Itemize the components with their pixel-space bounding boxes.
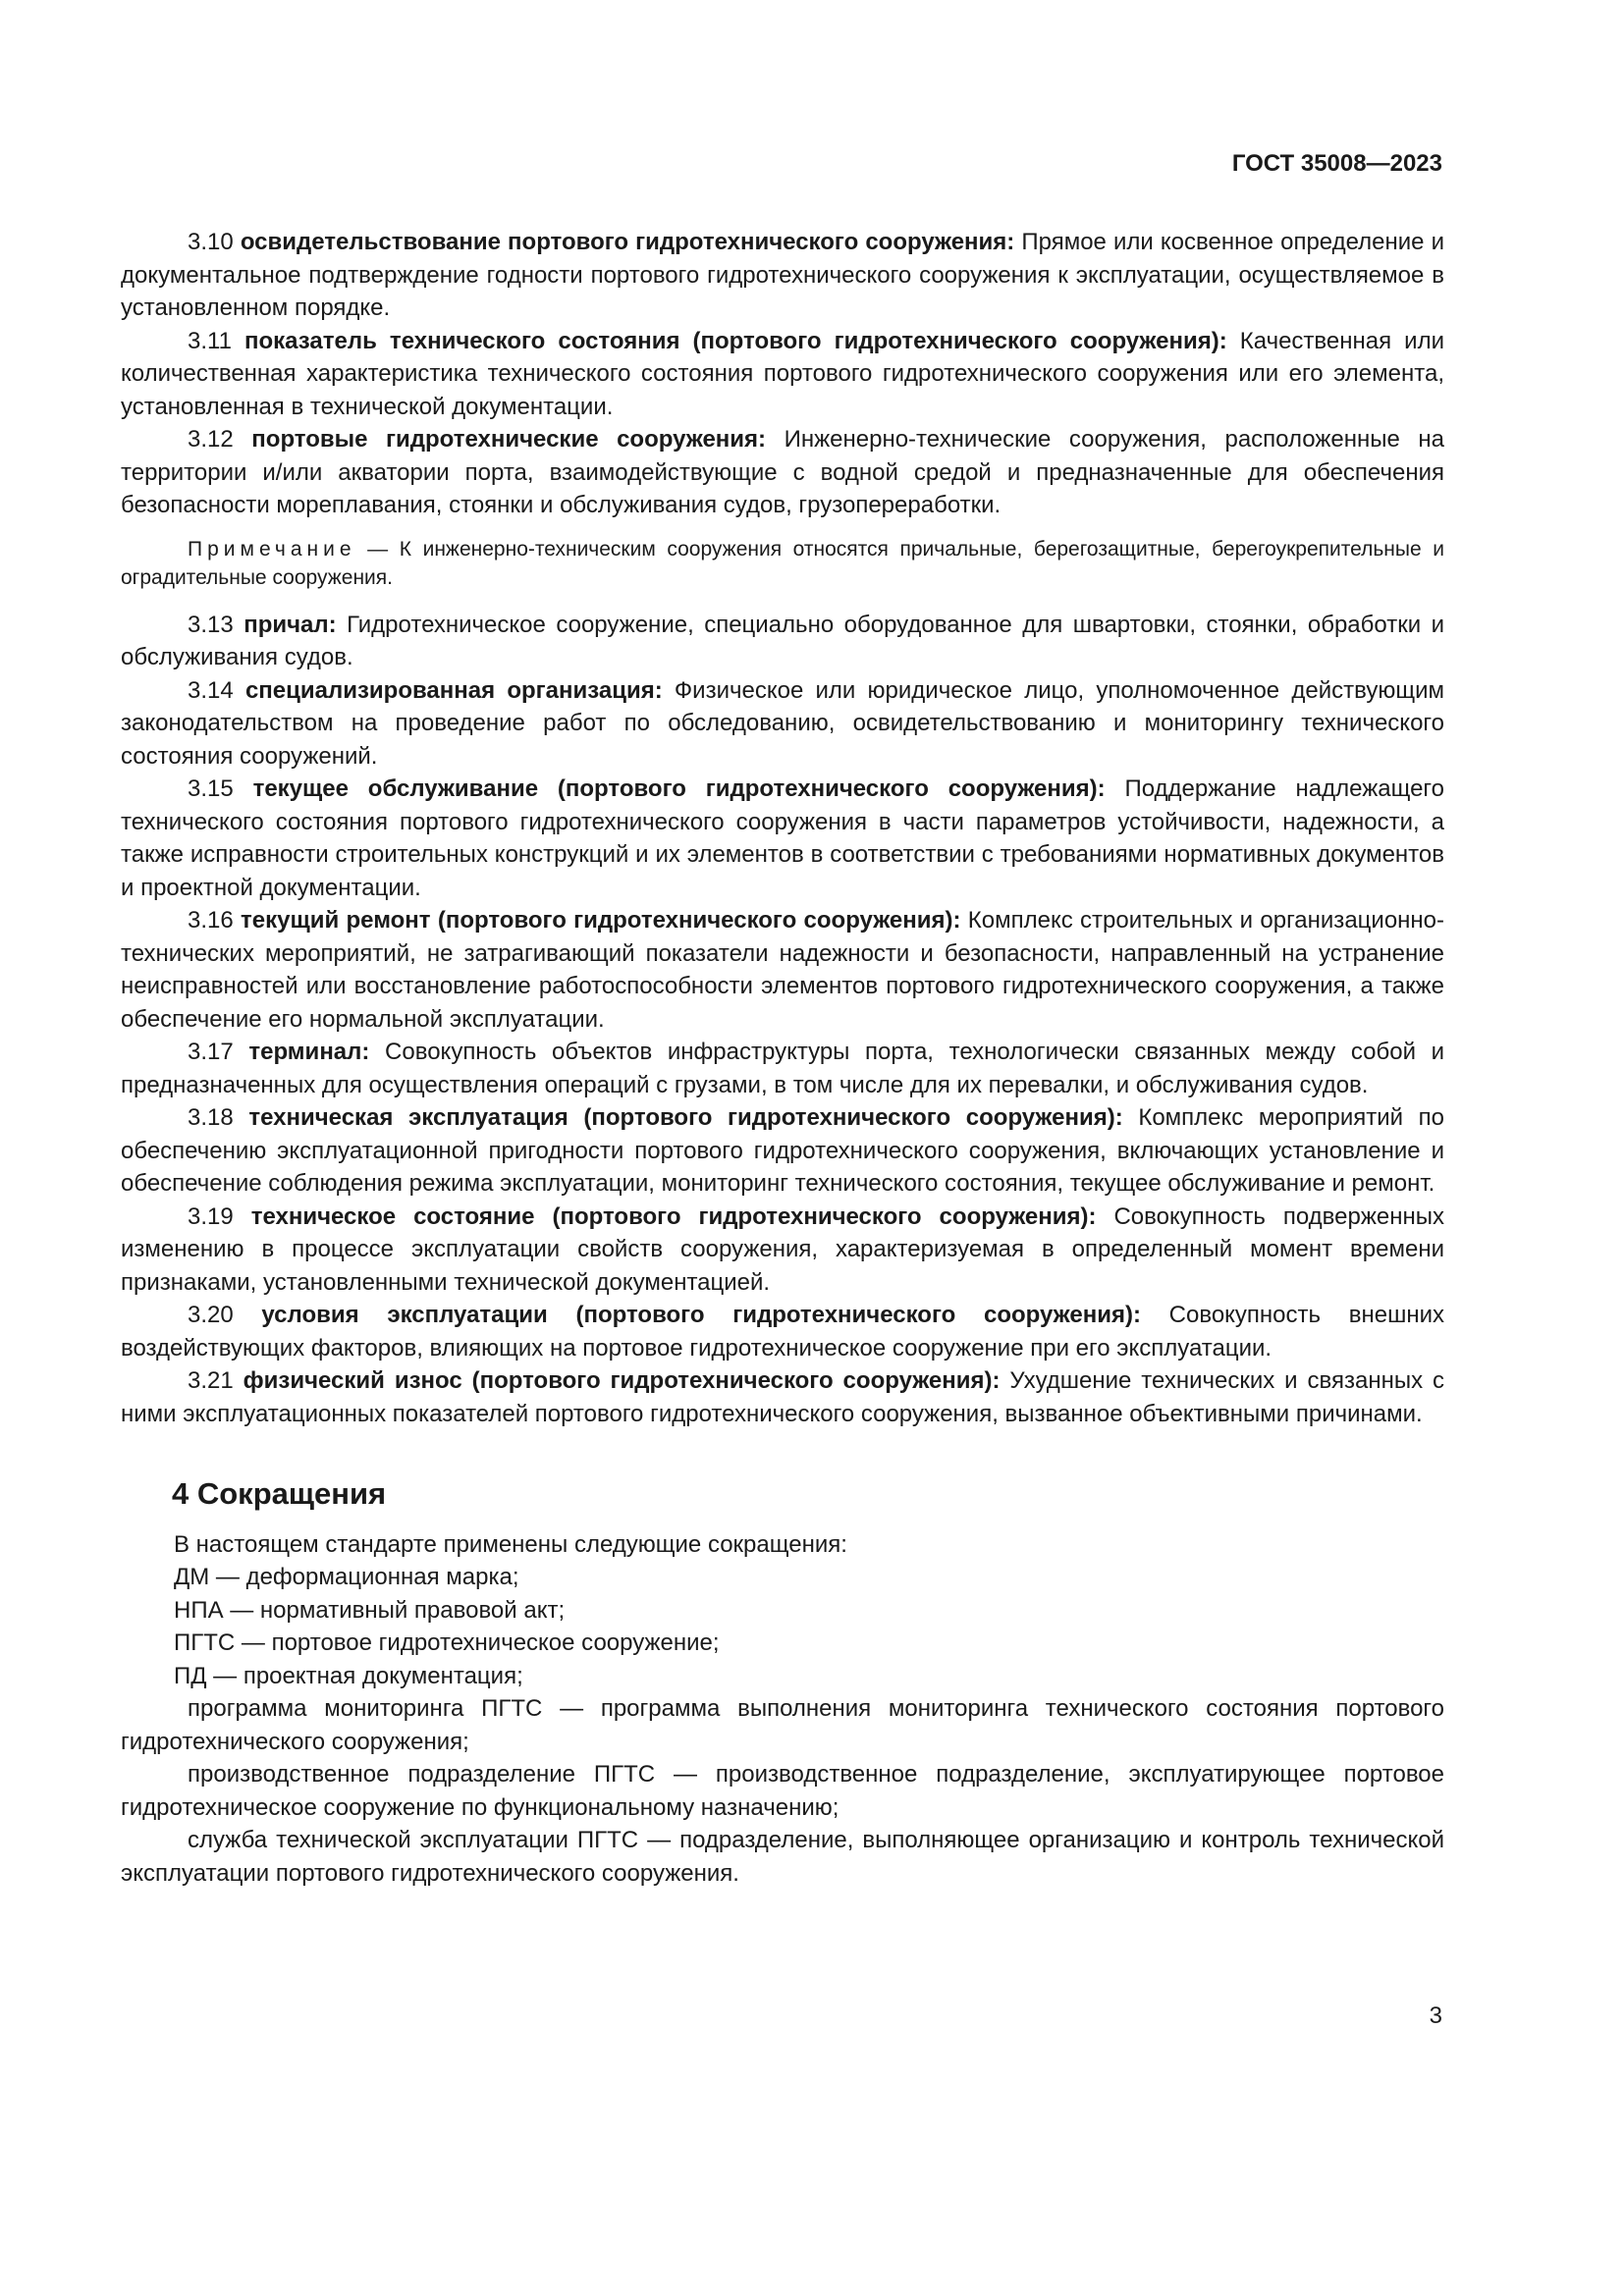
- term-title: текущий ремонт (портового гидротехнического сооружения):: [241, 907, 961, 934]
- term-entry: [121, 1101, 1444, 1201]
- term-definition: Ухудшение технических и связанных с ними эксплуатационных показателей портового гидротехнического сооружения, вызванное объективными причинами.: [121, 1367, 1445, 1427]
- abbreviation-item: НПА — нормативный правовой акт;: [174, 1596, 566, 1624]
- term-definition: Совокупность объектов инфраструктуры порта, технологически связанных между собой и предназначенных для осуществления операций с грузами, в том числе для их перевалки, и обслуживания судов.: [121, 1039, 1445, 1098]
- term-entry: [121, 325, 1444, 424]
- term-entry: [121, 1201, 1444, 1300]
- term-definition: Поддержание надлежащего технического состояния портового гидротехнического сооружения в части параметров устойчивости, надежности, а также исправности строительных конструкций и их элементов в соответствии с требованиями нормативных документов и проектной документации.: [121, 775, 1444, 901]
- term-number: 3.10: [188, 229, 234, 255]
- term-entry: [121, 1036, 1444, 1101]
- term-number: 3.14: [188, 676, 234, 704]
- document-code-header: ГОСТ 35008—2023: [1231, 150, 1442, 177]
- term-title: портовые гидротехнические сооружения:: [251, 426, 767, 453]
- term-number: 3.12: [188, 426, 234, 453]
- term-number: 3.21: [188, 1367, 234, 1394]
- term-definition: Комплекс строительных и организационно-технических мероприятий, не затрагивающий показатели надежности и безопасности, направленный на устранение неисправностей или восстановление работоспособности элементов портового гидротехнического сооружения, а также обеспечение его нормальной эксплуатации.: [121, 907, 1445, 1033]
- abbreviations-intro: В настоящем стандарте применены следующие сокращения:: [174, 1530, 847, 1558]
- note-text: — К инженерно-техническим сооружения относятся причальные, берегозащитные, берегоукрепительные и оградительные сооружения.: [121, 537, 1444, 589]
- abbreviation-item: программа мониторинга ПГТС — программа выполнения мониторинга технического состояния портового гидротехнического сооружения;: [121, 1695, 1444, 1755]
- term-definition: Прямое или косвенное определение и документальное подтверждение годности портового гидротехнического сооружения к эксплуатации, осуществляемое в установленном порядке.: [121, 229, 1445, 321]
- term-title: специализированная организация:: [244, 676, 663, 704]
- term-entry: [121, 904, 1444, 1036]
- term-definition: Качественная или количественная характеристика технического состояния портового гидротехнического сооружения или его элемента, установленная в технической документации.: [121, 327, 1444, 420]
- term-title: техническая эксплуатация (портового гидротехнического сооружения):: [248, 1104, 1123, 1131]
- term-number: 3.20: [188, 1302, 234, 1328]
- term-title: терминал:: [248, 1039, 370, 1065]
- term-entry: [121, 773, 1444, 904]
- term-definition: Совокупность подверженных изменению в процессе эксплуатации свойств сооружения, характеризуемая в определенный момент времени признаками, установленными технической документацией.: [121, 1202, 1444, 1296]
- term-entry: [121, 1364, 1444, 1430]
- term-title: освидетельствование портового гидротехнического сооружения:: [240, 229, 1015, 255]
- term-title: техническое состояние (портового гидротехнического сооружения):: [250, 1202, 1097, 1230]
- term-title: текущее обслуживание (портового гидротехнического сооружения):: [252, 775, 1106, 802]
- page-content: [121, 226, 1444, 1890]
- abbreviation-item: ПД — проектная документация;: [174, 1662, 523, 1689]
- term-entry: [121, 226, 1444, 325]
- term-entry: [121, 674, 1444, 774]
- term-number: 3.15: [188, 775, 234, 802]
- term-title: физический износ (портового гидротехнического сооружения):: [243, 1367, 1001, 1394]
- term-number: 3.19: [188, 1202, 234, 1230]
- note: [121, 535, 1444, 592]
- abbreviation-item: служба технической эксплуатации ПГТС — подразделение, выполняющее организацию и контроль технической эксплуатации портового гидротехнического сооружения.: [121, 1827, 1444, 1887]
- term-title: показатель технического состояния (портового гидротехнического сооружения):: [244, 327, 1227, 354]
- terms-block-2: [121, 609, 1444, 1431]
- section-title: 4 Сокращения: [172, 1476, 387, 1511]
- term-number: 3.18: [188, 1104, 234, 1131]
- term-entry: [121, 609, 1444, 674]
- term-definition: Комплекс мероприятий по обеспечению эксплуатационной пригодности портового гидротехнического сооружения, включающих установление и обеспечение соблюдения режима эксплуатации, мониторинг технического состояния, текущее обслуживание и ремонт.: [121, 1104, 1444, 1197]
- term-title: условия эксплуатации (портового гидротехнического сооружения):: [261, 1302, 1141, 1328]
- term-entry: [121, 1299, 1444, 1364]
- page-number: 3: [1429, 2002, 1442, 2029]
- abbreviation-item: ПГТС — портовое гидротехническое сооружение;: [174, 1629, 720, 1656]
- abbreviation-item: производственное подразделение ПГТС — производственное подразделение, эксплуатирующее портовое гидротехническое сооружение по функциональному назначению;: [121, 1761, 1444, 1821]
- term-definition: Совокупность внешних воздействующих факторов, влияющих на портовое гидротехническое сооружение при его эксплуатации.: [121, 1302, 1444, 1362]
- term-definition: Инженерно-технические сооружения, расположенные на территории и/или акватории порта, взаимодействующие с водной средой и предназначенные для обеспечения безопасности мореплавания, стоянки и обслуживания судов, грузопереработки.: [121, 426, 1445, 518]
- term-entry: [121, 423, 1444, 522]
- term-definition: Физическое или юридическое лицо, уполномоченное действующим законодательством на проведение работ по обследованию, освидетельствованию и мониторингу технического состояния сооружений.: [121, 676, 1444, 770]
- abbreviations-list: [121, 1528, 1444, 1891]
- term-number: 3.17: [188, 1039, 234, 1065]
- terms-block-1: [121, 226, 1444, 522]
- term-number: 3.16: [188, 907, 234, 934]
- term-definition: Гидротехническое сооружение, специально оборудованное для швартовки, стоянки, обработки и обслуживания судов.: [121, 611, 1445, 670]
- term-number: 3.13: [188, 611, 234, 638]
- abbreviation-item: ДМ — деформационная марка;: [174, 1564, 519, 1590]
- term-title: причал:: [244, 611, 337, 638]
- note-label: Примечание: [188, 537, 356, 561]
- term-number: 3.11: [188, 327, 232, 354]
